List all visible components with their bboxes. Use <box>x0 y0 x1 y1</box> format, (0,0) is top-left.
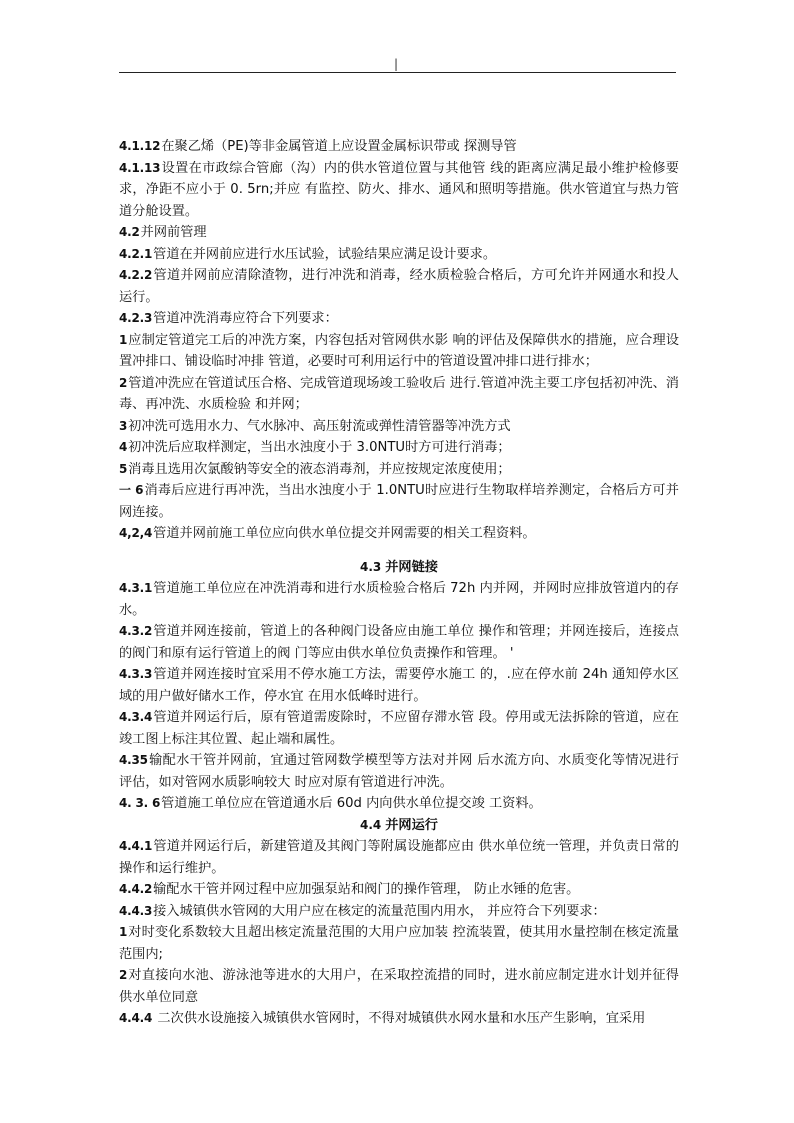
section-heading <box>119 557 679 579</box>
clause-text: 管道并网连接时宜采用不停水施工方法，需要停水施工 的，.应在停水前 24h 通知停水区域的用户做好储水工作，停水宜 在用水低峰时进行。 <box>119 667 679 704</box>
header-rule <box>119 72 676 73</box>
clause-text: 管道施工单位应在冲洗消毒和进行水质检验合格后 72h 内并网，并网时应排放管道内的存水。 <box>119 581 679 618</box>
clause-number: 4.3 <box>359 559 382 574</box>
clause-paragraph <box>119 621 679 664</box>
clause-number: 4.2 <box>119 225 140 239</box>
clause-paragraph <box>119 330 679 373</box>
clause-number: 2 <box>119 968 128 982</box>
clause-text: 消毒后应进行再冲洗，当出水浊度小于 1.0NTU时应进行生物取样培养测定，合格后方可并网连接。 <box>119 483 679 520</box>
clause-paragraph <box>119 158 679 223</box>
clause-paragraph <box>119 244 679 266</box>
clause-text: 并网前管理 <box>140 225 207 240</box>
clause-text: 管道施工单位应在管道通水后 60d 内向供水单位提交竣 工资料。 <box>161 796 542 811</box>
clause-paragraph <box>119 416 679 438</box>
clause-paragraph <box>119 1008 679 1030</box>
clause-number: 1 <box>119 332 128 347</box>
clause-text: 管道并网运行后，新建管道及其阀门等附属设施都应由 供水单位统一管理，并负责日常的操作和运行维护。 <box>119 839 679 876</box>
clause-text: 输配水干管并网过程中应加强泵站和阀门的操作管理， 防止水锤的危害。 <box>153 882 580 897</box>
clause-number: 4.2.2 <box>119 268 153 282</box>
clause-paragraph <box>119 136 679 158</box>
clause-paragraph <box>119 965 679 1008</box>
clause-number: 4. 3. 6 <box>119 796 161 810</box>
clause-paragraph <box>119 480 679 523</box>
clause-text: 输配水干管并网前，宜通过管网数学模型等方法对并网 后水流方向、水质变化等情况进行评估，如对管网水质影响较大 时应对原有管道进行冲洗。 <box>119 753 679 790</box>
clause-number: 4.3.3 <box>119 667 153 681</box>
clause-text: 管道并网连接前，管道上的各种阀门设备应由施工单位 操作和管理；并网连接后，连接点的阀门和原有运行管道上的阀 门等应由供水单位负责操作和管理。 ' <box>119 624 679 661</box>
clause-text: 应制定管道完工后的冲洗方案，内容包括对管网供水影 响的评估及保障供水的措施，应合理设置冲排口、铺设临时冲排 管道，必要时可利用运行中的管道设置冲排口进行排水； <box>119 332 679 369</box>
clause-text: 设置在市政综合管廊（沟）内的供水管道位置与其他管 线的距离应满足最小维护检修要求，净距不应小于 0. 5rn;并应 有监控、防火、排水、通风和照明等措施。供水管道宜与热力管道分舱设置。 <box>119 160 679 219</box>
clause-text: 管道冲洗应在管道试压合格、完成管道现场竣工验收后 进行.管道冲洗主要工序包括初冲洗、消毒、再冲洗、水质检验 和并网； <box>119 375 679 412</box>
blank-line <box>119 545 679 557</box>
clause-text: 对时变化系数较大且超出核定流量范围的大用户应加装 控流装置，使其用水量控制在核定流量范围内; <box>119 925 679 962</box>
clause-paragraph <box>119 750 679 793</box>
clause-paragraph <box>119 265 679 308</box>
clause-number: 4.2.1 <box>119 246 153 261</box>
clause-paragraph <box>119 373 679 416</box>
clause-paragraph <box>119 437 679 459</box>
clause-text: 初冲洗可选用水力、气水脉冲、高压射流或弹性清管器等冲洗方式 <box>128 418 511 434</box>
clause-paragraph <box>119 459 679 481</box>
clause-paragraph <box>119 222 679 244</box>
clause-text: 二次供水设施接入城镇供水管网时，不得对城镇供水网水量和水压产生影响，宜采用 <box>153 1011 646 1026</box>
clause-number: 5 <box>119 461 128 476</box>
clause-paragraph <box>119 836 679 879</box>
clause-number: 4.4 <box>359 817 382 832</box>
clause-number: 4.1.12 <box>119 139 161 153</box>
clause-number: 2 <box>119 375 128 390</box>
clause-text: 管道并网前应清除渣物，进行冲洗和消毒，经水质检验合格后，方可允许并网通水和投人运行。 <box>119 268 679 305</box>
clause-number: 4,2,4 <box>119 526 153 540</box>
clause-number: 4.4.3 <box>119 903 153 918</box>
clause-text: 管道冲洗消毒应符合下列要求： <box>153 311 338 326</box>
clause-number: 4.3.2 <box>119 624 153 638</box>
clause-paragraph <box>119 879 679 901</box>
clause-number: 4.4.4 <box>119 1011 153 1025</box>
clause-text: 并网链接 <box>385 559 438 575</box>
clause-text: 并网运行 <box>385 817 438 833</box>
clause-number: 4.1.13 <box>119 160 161 175</box>
clause-number: 4.35 <box>119 753 148 767</box>
header-mark: | <box>394 57 399 71</box>
clause-number: 4.4.2 <box>119 882 153 896</box>
clause-paragraph <box>119 793 679 815</box>
clause-paragraph <box>119 922 679 965</box>
section-heading <box>119 815 679 837</box>
clause-number: 4.4.1 <box>119 839 153 853</box>
clause-text: 消毒且选用次氯酸钠等安全的液态消毒剂，并应按规定浓度使用； <box>128 461 511 477</box>
clause-text: 在聚乙烯（PE)等非金属管道上应设置金属标识带或 探测导管 <box>161 139 517 154</box>
clause-number: 3 <box>119 418 128 433</box>
clause-number: 1 <box>119 925 128 939</box>
clause-number: 4.3.4 <box>119 710 153 724</box>
clause-text: 对直接向水池、游泳池等进水的大用户，在采取控流措的同时，进水前应制定进水计划并征得供水单位同意 <box>119 968 679 1005</box>
clause-number: 一 6 <box>119 483 144 497</box>
clause-paragraph <box>119 901 679 923</box>
clause-paragraph <box>119 578 679 621</box>
clause-paragraph <box>119 707 679 750</box>
clause-number: 4 <box>119 440 128 454</box>
clause-text: 管道并网运行后，原有管道需废除时，不应留存滞水管 段。停用或无法拆除的管道，应在竣工图上标注其位置、起止端和属性。 <box>119 710 679 747</box>
clause-text: 初冲洗后应取样测定，当出水浊度小于 3.0NTU时方可进行消毒； <box>128 440 511 455</box>
clause-paragraph <box>119 308 679 330</box>
clause-text: 管道并网前施工单位应向供水单位提交并网需要的相关工程资料。 <box>153 526 536 541</box>
clause-number: 4.3.1 <box>119 581 153 595</box>
clause-paragraph <box>119 523 679 545</box>
clause-paragraph <box>119 664 679 707</box>
document-body <box>119 136 679 1030</box>
clause-number: 4.2.3 <box>119 311 153 325</box>
clause-text: 接入城镇供水管网的大用户应在核定的流量范围内用水， 并应符合下列要求： <box>153 903 606 919</box>
clause-text: 管道在并网前应进行水压试验，试验结果应满足设计要求。 <box>153 246 497 262</box>
